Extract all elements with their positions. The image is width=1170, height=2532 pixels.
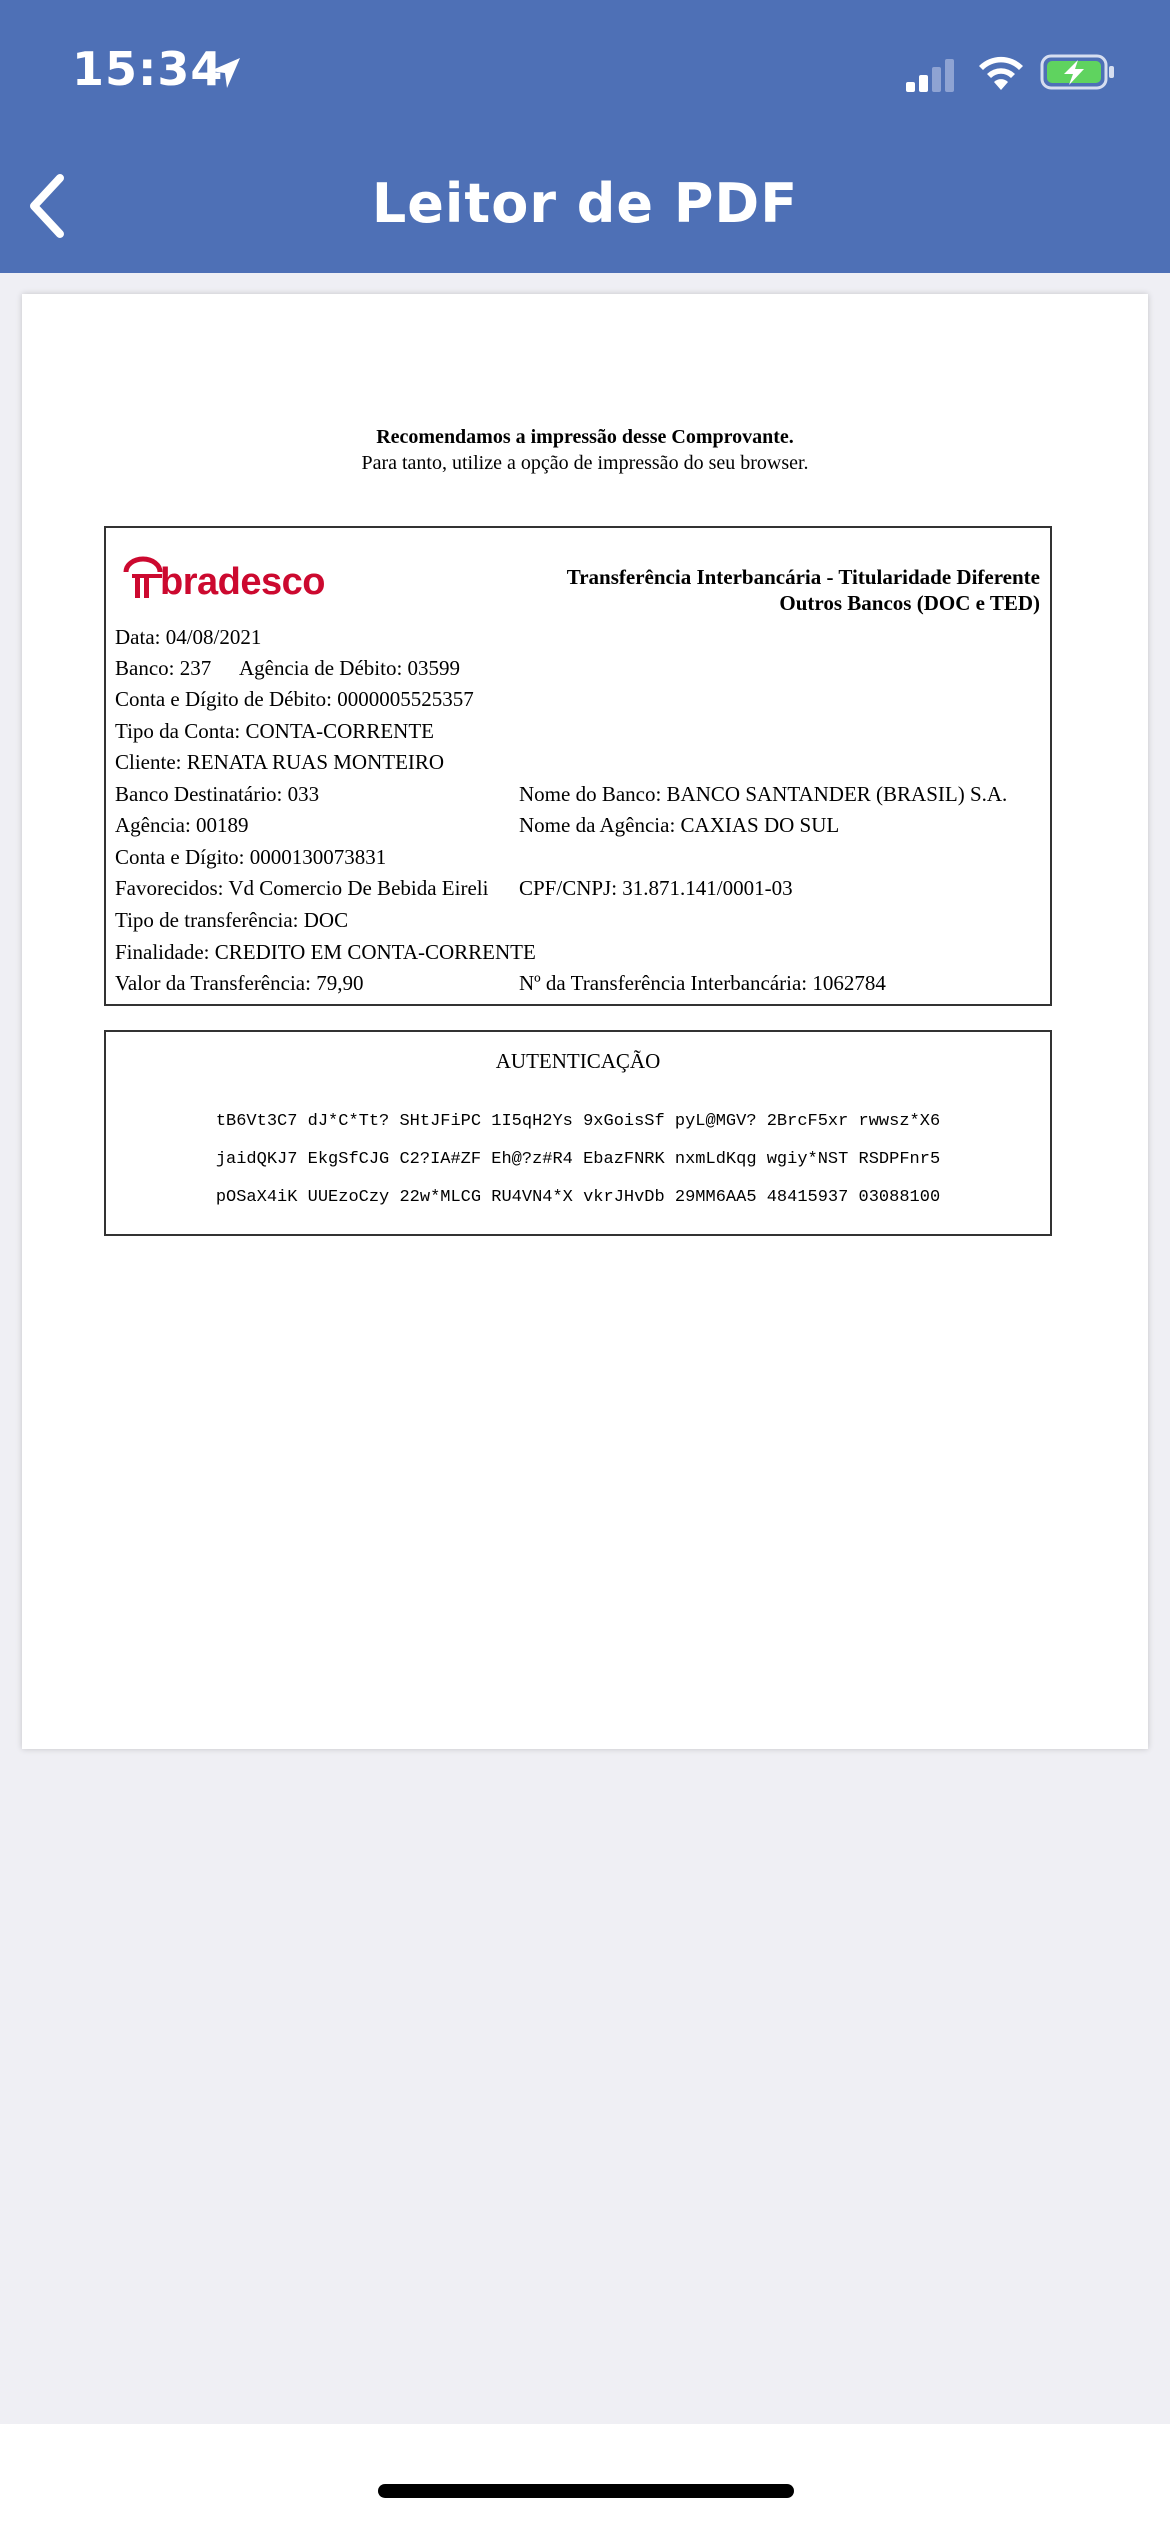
field-data: Data: 04/08/2021: [115, 625, 262, 649]
field-tipo-transferencia: Tipo de transferência: DOC: [115, 908, 349, 932]
field-banco-destinatario: Banco Destinatário: 033: [115, 782, 320, 806]
authentication-box: [104, 1030, 1052, 1236]
field-favorecidos: Favorecidos: Vd Comercio De Bebida Eireli: [115, 876, 489, 900]
field-agencia-debito: Agência de Débito: 03599: [239, 656, 461, 680]
cellular-signal-icon: [904, 58, 958, 92]
receipt-title: [567, 564, 1040, 616]
pdf-page: [22, 294, 1148, 1749]
notice-bold-text: Recomendamos a impressão desse Comprovante.: [376, 426, 794, 448]
logo-text: bradesco: [160, 561, 325, 603]
receipt-box: [104, 526, 1052, 1006]
field-conta-digito: Conta e Dígito: 0000130073831: [115, 845, 387, 869]
wifi-icon: [976, 52, 1026, 92]
field-cpf-cnpj: CPF/CNPJ: 31.871.141/0001-03: [519, 876, 793, 900]
navigation-bar: [0, 0, 1170, 273]
authentication-line: jaidQKJ7 EkgSfCJG C2?IA#ZF Eh@?z#R4 EbazFNRK nxmLdKqg wgiy*NST RSDPFnr5: [215, 1150, 941, 1169]
field-numero-transferencia: Nº da Transferência Interbancária: 1062784: [519, 971, 886, 995]
field-finalidade: Finalidade: CREDITO EM CONTA-CORRENTE: [115, 940, 536, 964]
field-agencia: Agência: 00189: [115, 813, 249, 837]
authentication-line: tB6Vt3C7 dJ*C*Tt? SHtJFiPC 1I5qH2Ys 9xGoisSf pyL@MGV? 2BrcF5xr rwwsz*X6: [215, 1112, 941, 1131]
receipt-title-line2: Outros Bancos (DOC e TED): [779, 591, 1040, 615]
field-cliente: Cliente: RENATA RUAS MONTEIRO: [115, 750, 445, 774]
home-indicator-area: [0, 2424, 1170, 2532]
field-nome-banco: Nome do Banco: BANCO SANTANDER (BRASIL) S.A.: [519, 782, 1008, 806]
receipt-title-line1: Transferência Interbancária - Titularidade Diferente: [566, 565, 1040, 589]
field-nome-agencia: Nome da Agência: CAXIAS DO SUL: [519, 813, 840, 837]
field-valor: Valor da Transferência: 79,90: [115, 971, 364, 995]
authentication-title: AUTENTICAÇÃO: [495, 1049, 661, 1073]
page-title: Leitor de PDF: [371, 172, 799, 235]
notice-text: Para tanto, utilize a opção de impressão do seu browser.: [361, 452, 809, 474]
field-tipo-conta: Tipo da Conta: CONTA-CORRENTE: [115, 719, 434, 743]
field-conta-debito: Conta e Dígito de Débito: 0000005525357: [115, 687, 474, 711]
authentication-line: pOSaX4iK UUEzoCzy 22w*MLCG RU4VN4*X vkrJHvDb 29MM6AA5 48415937 03088100: [215, 1188, 941, 1207]
home-indicator[interactable]: [378, 2484, 794, 2498]
battery-charging-icon: [1040, 52, 1116, 92]
location-arrow-icon: [208, 56, 242, 90]
field-banco: Banco: 237: [115, 656, 212, 680]
print-notice: [22, 424, 1148, 476]
status-time: 15:34: [72, 42, 224, 96]
